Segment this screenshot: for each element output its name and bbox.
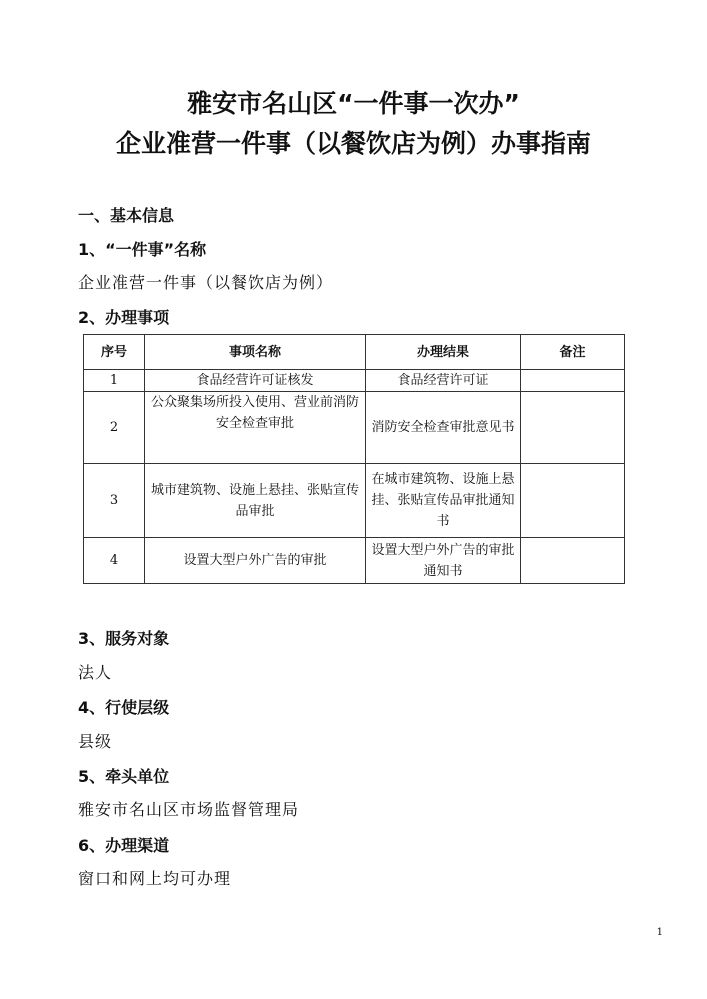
header-note: 备注 <box>521 335 625 370</box>
items-table <box>83 334 625 584</box>
row-name: 城市建筑物、设施上悬挂、张贴宣传品审批 <box>145 464 366 538</box>
heading-items: 2、办理事项 <box>78 308 170 327</box>
page-number: 1 <box>656 927 663 938</box>
header-result: 办理结果 <box>366 335 521 370</box>
table-row <box>84 538 625 584</box>
heading-service-target: 3、服务对象 <box>78 629 170 648</box>
row-note <box>521 370 625 392</box>
row-result: 在城市建筑物、设施上悬挂、张贴宣传品审批通知书 <box>366 464 521 538</box>
row-name: 公众聚集场所投入使用、营业前消防安全检查审批 <box>145 392 366 464</box>
name-value: 企业准营一件事（以餐饮店为例） <box>78 273 334 292</box>
heading-name: 1、“一件事”名称 <box>78 240 207 259</box>
table-row <box>84 464 625 538</box>
title-line-2: 企业准营一件事（以餐饮店为例）办事指南 <box>115 129 591 158</box>
row-name: 设置大型户外广告的审批 <box>145 538 366 584</box>
row-no: 2 <box>84 392 145 464</box>
service-target-value: 法人 <box>78 663 113 682</box>
row-no: 1 <box>84 370 145 392</box>
row-result: 设置大型户外广告的审批通知书 <box>366 538 521 584</box>
heading-level: 4、行使层级 <box>78 698 170 717</box>
heading-lead-unit: 5、牵头单位 <box>78 767 170 786</box>
table-header-row <box>84 335 625 370</box>
header-name: 事项名称 <box>145 335 366 370</box>
row-note <box>521 538 625 584</box>
row-note <box>521 392 625 464</box>
row-result: 消防安全检查审批意见书 <box>366 392 521 464</box>
row-name: 食品经营许可证核发 <box>145 370 366 392</box>
row-no: 4 <box>84 538 145 584</box>
row-note <box>521 464 625 538</box>
table-row <box>84 392 625 464</box>
row-no: 3 <box>84 464 145 538</box>
section-basic-info: 一、基本信息 <box>78 206 175 225</box>
title-line-1: 雅安市名山区“一件事一次办” <box>187 89 520 118</box>
row-result: 食品经营许可证 <box>366 370 521 392</box>
lead-unit-value: 雅安市名山区市场监督管理局 <box>78 800 300 819</box>
header-no: 序号 <box>84 335 145 370</box>
heading-channel: 6、办理渠道 <box>78 836 170 855</box>
channel-value: 窗口和网上均可办理 <box>78 869 232 888</box>
level-value: 县级 <box>78 732 113 751</box>
table-row <box>84 370 625 392</box>
